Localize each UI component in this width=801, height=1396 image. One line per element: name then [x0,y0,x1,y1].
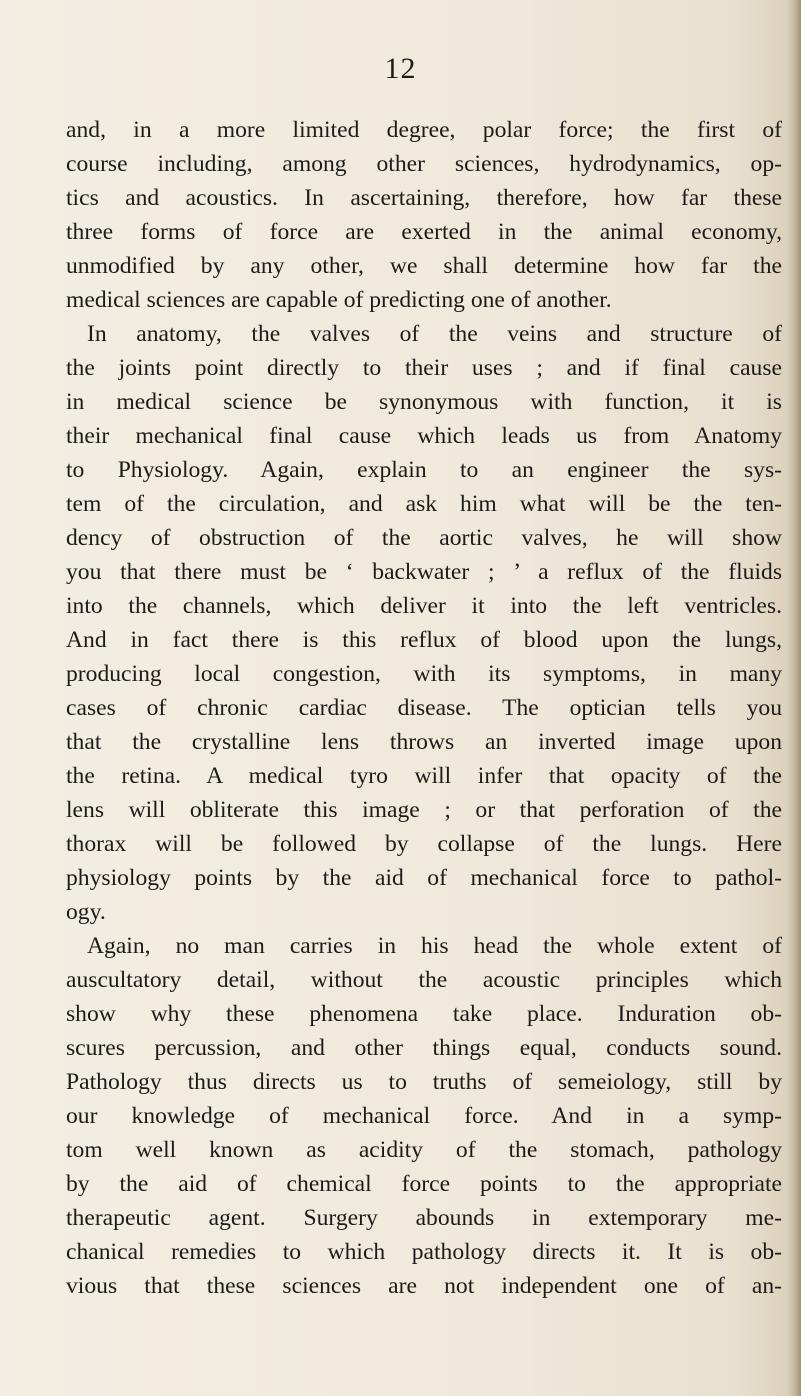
body-text [66,113,782,1303]
text-line: cases of chronic cardiac disease. The optician tells you [66,695,782,721]
text-line: medical sciences are capable of predicting one of another. [66,287,612,313]
page-number: 12 [384,52,417,85]
text-line: you that there must be ‘ backwater ; ’ a reflux of the fluids [66,559,782,585]
text-line: their mechanical final cause which leads us from Anatomy [66,423,782,449]
text-line: show why these phenomena take place. Induration ob- [66,1001,782,1027]
text-line: and, in a more limited degree, polar force; the first of [66,117,782,143]
text-line: therapeutic agent. Surgery abounds in extemporary me- [66,1205,782,1231]
text-line: chanical remedies to which pathology directs it. It is ob- [66,1239,782,1265]
text-line: Again, no man carries in his head the whole extent of [87,933,782,959]
text-line: tem of the circulation, and ask him what will be the ten- [66,491,782,517]
text-line: into the channels, which deliver it into the left ventricles. [66,593,782,619]
text-line: And in fact there is this reflux of blood upon the lungs, [66,627,782,653]
text-line: to Physiology. Again, explain to an engineer the sys- [66,457,782,483]
text-line: auscultatory detail, without the acoustic principles which [66,967,782,993]
text-line: three forms of force are exerted in the animal economy, [66,219,782,245]
text-line: tics and acoustics. In ascertaining, therefore, how far these [66,185,782,211]
text-line: lens will obliterate this image ; or that perforation of the [66,797,782,823]
text-line: ogy. [66,899,106,925]
text-line: that the crystalline lens throws an inverted image upon [66,729,782,755]
text-line: Pathology thus directs us to truths of semeiology, still by [66,1069,782,1095]
page-edge-shadow [787,0,801,1396]
text-line: tom well known as acidity of the stomach, pathology [66,1137,782,1163]
text-line: our knowledge of mechanical force. And in a symp- [66,1103,782,1129]
text-line: dency of obstruction of the aortic valves, he will show [66,525,782,551]
text-line: the retina. A medical tyro will infer that opacity of the [66,763,782,789]
text-line: in medical science be synonymous with function, it is [66,389,782,415]
text-line: by the aid of chemical force points to the appropriate [66,1171,782,1197]
text-line: unmodified by any other, we shall determine how far the [66,253,782,279]
text-line: scures percussion, and other things equal, conducts sound. [66,1035,782,1061]
text-line: course including, among other sciences, hydrodynamics, op- [66,151,782,177]
text-line: producing local congestion, with its symptoms, in many [66,661,782,687]
text-line: the joints point directly to their uses ; and if final cause [66,355,782,381]
text-line: physiology points by the aid of mechanical force to pathol- [66,865,782,891]
text-line: In anatomy, the valves of the veins and structure of [87,321,782,347]
text-line: vious that these sciences are not independent one of an- [66,1273,782,1299]
text-line: thorax will be followed by collapse of the lungs. Here [66,831,782,857]
